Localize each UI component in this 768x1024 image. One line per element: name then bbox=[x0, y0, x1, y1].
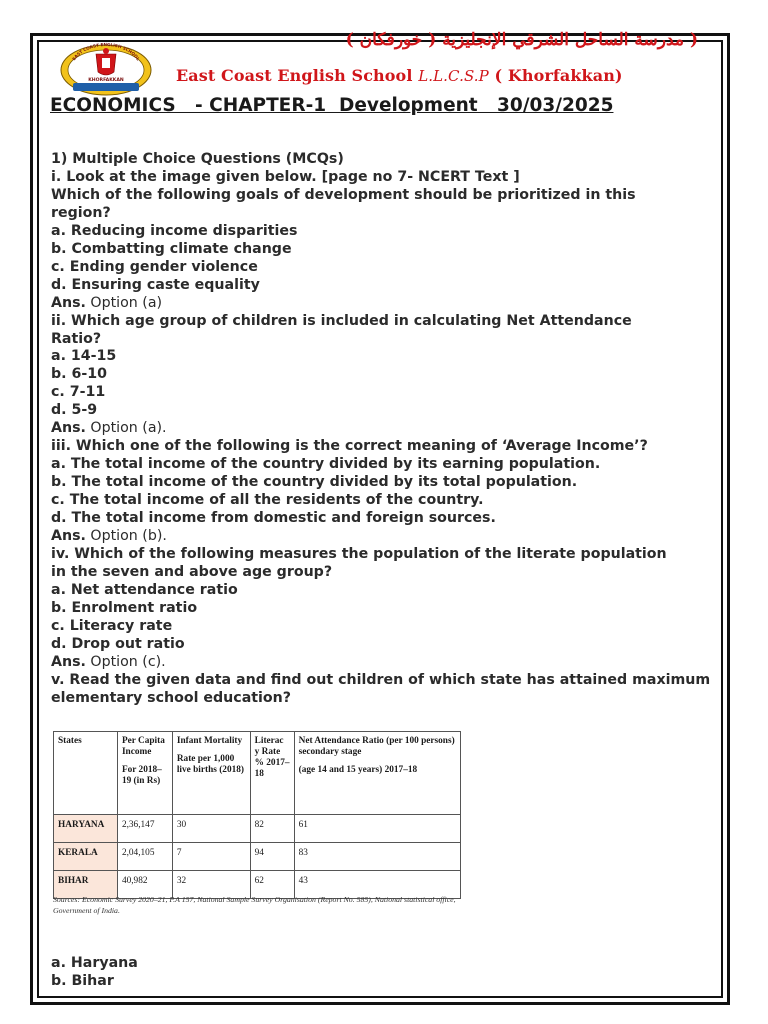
state-data-table bbox=[53, 731, 461, 899]
table-row bbox=[54, 815, 461, 843]
table-cell: 2,36,147 bbox=[117, 815, 172, 843]
question-3-answer bbox=[51, 528, 721, 546]
table-cell: 2,04,105 bbox=[117, 843, 172, 871]
question-5-option-a: a. Haryana bbox=[51, 955, 138, 971]
table-cell: 40,982 bbox=[117, 871, 172, 899]
header-main: Infant Mortality bbox=[176, 736, 243, 746]
question-3-option-d: d. The total income from domestic and foreign sources. bbox=[51, 510, 496, 527]
question-2-option-a: a. 14-15 bbox=[51, 348, 117, 365]
table-cell-state: HARYANA bbox=[54, 815, 118, 843]
question-1-option-c: c. Ending gender violence bbox=[51, 258, 258, 275]
question-3-option-a: a. The total income of the country divided by its earning population. bbox=[51, 456, 601, 473]
table-cell: 61 bbox=[294, 815, 460, 843]
table-header-cell bbox=[54, 732, 118, 815]
question-3-line-1: iii. Which one of the following is the correct meaning of ‘Average Income’? bbox=[51, 438, 648, 455]
question-4-option-d: d. Drop out ratio bbox=[51, 635, 185, 652]
question-4-line-1: iv. Which of the following measures the population of the literate population bbox=[51, 545, 667, 562]
question-2-answer bbox=[51, 420, 721, 438]
table-header-cell bbox=[172, 732, 250, 815]
table-cell: 30 bbox=[172, 815, 250, 843]
question-3-option-b: b. The total income of the country divided by its total population. bbox=[51, 474, 578, 491]
question-1-line-2: Which of the following goals of development should be prioritized in this bbox=[51, 186, 636, 203]
question-4-line-2: in the seven and above age group? bbox=[51, 563, 333, 580]
logo-text-top: EAST COAST ENGLISH SCHOOL bbox=[71, 41, 141, 62]
table-header-cell bbox=[117, 732, 172, 815]
question-2-line-2: Ratio? bbox=[51, 330, 102, 347]
question-3-option-c: c. The total income of all the residents of the country. bbox=[51, 492, 484, 509]
school-logo bbox=[58, 40, 154, 96]
question-5-line-2: elementary school education? bbox=[51, 689, 291, 706]
table-cell-state: BIHAR bbox=[54, 871, 118, 899]
state-data-table-wrapper bbox=[53, 731, 461, 899]
question-5-line-1: v. Read the given data and find out children of which state has attained maximum bbox=[51, 671, 711, 688]
question-1-line-1: i. Look at the image given below. [page no 7- NCERT Text ] bbox=[51, 168, 520, 185]
header-sub: For 2018–19 (in Rs) bbox=[121, 765, 162, 786]
question-5-options bbox=[51, 955, 138, 991]
question-5-option-b: b. Bihar bbox=[51, 972, 114, 989]
logo-text-bottom: KHORFAKKAN bbox=[88, 78, 124, 83]
question-1-answer bbox=[51, 295, 721, 313]
question-content bbox=[51, 151, 721, 708]
table-header-row bbox=[54, 732, 461, 815]
table-header-cell bbox=[294, 732, 460, 815]
question-1-option-b: b. Combatting climate change bbox=[51, 240, 292, 257]
table-cell: 83 bbox=[294, 843, 460, 871]
answer-text: Option (b). bbox=[85, 528, 167, 545]
question-4-option-a: a. Net attendance ratio bbox=[51, 581, 238, 598]
question-1-option-d: d. Ensuring caste equality bbox=[51, 276, 260, 293]
page-title: ECONOMICS - CHAPTER-1 Development 30/03/2025 bbox=[50, 95, 614, 116]
question-2-option-b: b. 6-10 bbox=[51, 366, 107, 383]
answer-label: Ans. bbox=[51, 420, 86, 437]
question-4-option-b: b. Enrolment ratio bbox=[51, 599, 198, 616]
section-heading: 1) Multiple Choice Questions (MCQs) bbox=[51, 151, 344, 167]
answer-text: Option (a). bbox=[85, 420, 167, 437]
question-1-line-3: region? bbox=[51, 204, 111, 221]
header-main: Per Capita Income bbox=[121, 736, 165, 757]
school-name-line bbox=[176, 66, 623, 85]
arabic-school-name: ( مدرسة الساحل الشرقي الإنجليزية ( خورفكان ) bbox=[345, 30, 698, 50]
question-2-line-1: ii. Which age group of children is included in calculating Net Attendance bbox=[51, 312, 632, 329]
table-cell: 7 bbox=[172, 843, 250, 871]
table-cell: 32 bbox=[172, 871, 250, 899]
table-source-note: Sources: Economic Survey 2020–21, P.A 157, National Sample Survey Organisation (Report No. 585), National statistical office, Government of India. bbox=[53, 895, 456, 915]
school-registration: L.L.C.S.P bbox=[418, 67, 489, 85]
answer-text: Option (c). bbox=[85, 653, 166, 670]
question-2-option-c: c. 7-11 bbox=[51, 384, 106, 401]
table-cell: 62 bbox=[250, 871, 294, 899]
table-row bbox=[54, 843, 461, 871]
question-1-option-a: a. Reducing income disparities bbox=[51, 222, 298, 239]
question-4-answer bbox=[51, 654, 721, 672]
table-cell: 43 bbox=[294, 871, 460, 899]
school-location: ( Khorfakkan) bbox=[494, 66, 623, 85]
answer-text: Option (a) bbox=[85, 294, 163, 311]
header-main: Net Attendance Ratio (per 100 persons) secondary stage bbox=[298, 736, 455, 757]
header-main: Literac y Rate % 2017–18 bbox=[254, 736, 290, 779]
header-sub: Rate per 1,000 live births (2018) bbox=[176, 754, 244, 775]
table-cell-state: KERALA bbox=[54, 843, 118, 871]
school-name: East Coast English School bbox=[176, 66, 413, 85]
question-2-option-d: d. 5-9 bbox=[51, 402, 98, 419]
header-main: States bbox=[58, 736, 82, 746]
question-4-option-c: c. Literacy rate bbox=[51, 617, 173, 634]
table-cell: 82 bbox=[250, 815, 294, 843]
answer-label: Ans. bbox=[51, 528, 86, 545]
table-header-cell bbox=[250, 732, 294, 815]
header-sub: (age 14 and 15 years) 2017–18 bbox=[298, 765, 418, 775]
table-cell: 94 bbox=[250, 843, 294, 871]
answer-label: Ans. bbox=[51, 294, 86, 311]
answer-label: Ans. bbox=[51, 653, 86, 670]
